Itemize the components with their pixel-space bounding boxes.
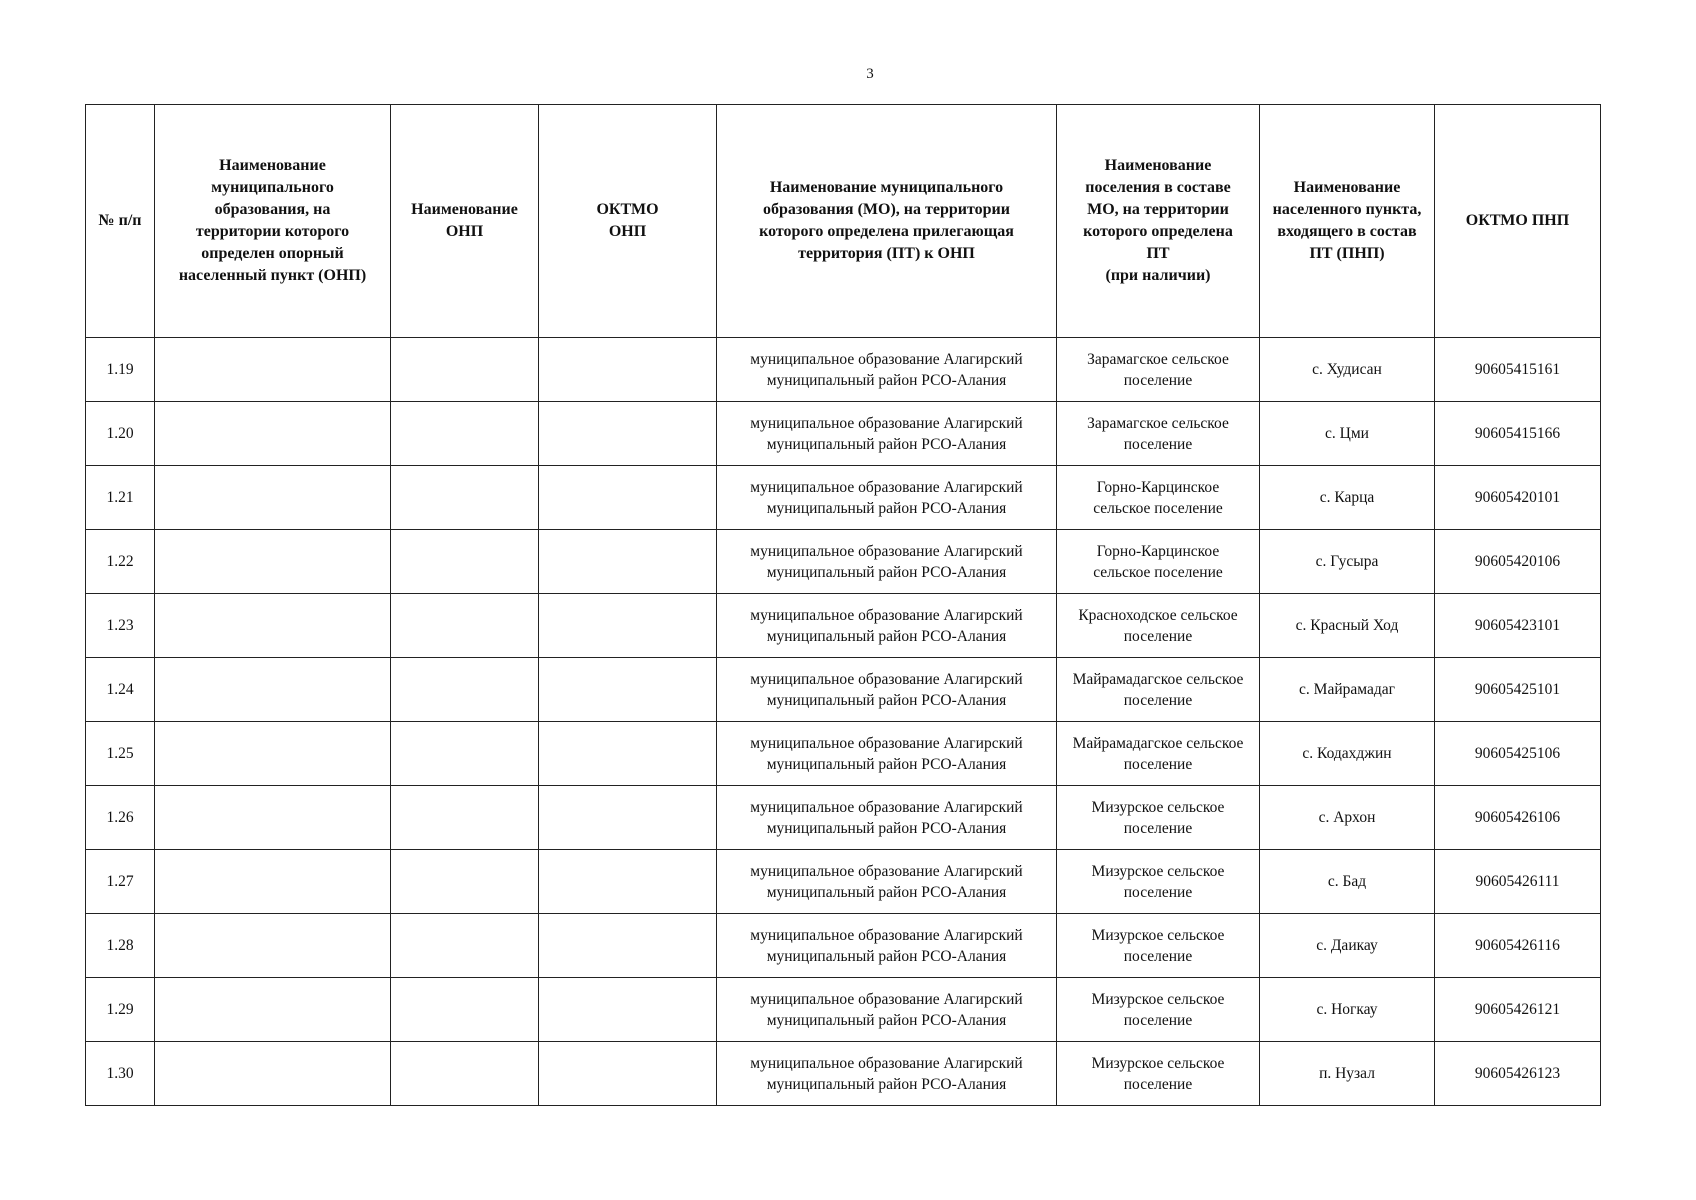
table-row xyxy=(86,530,1601,594)
table-row xyxy=(86,402,1601,466)
cell-settlement: Мизурское сельское поселение xyxy=(1057,850,1260,914)
cell-oktmo-pnp: 90605423101 xyxy=(1435,594,1601,658)
cell-oktmo-onp xyxy=(539,914,717,978)
cell-pnp-name: п. Нузал xyxy=(1260,1042,1435,1106)
cell-oktmo-pnp: 90605415161 xyxy=(1435,338,1601,402)
cell-mo-onp xyxy=(155,658,391,722)
header-onp-name: Наименование ОНП xyxy=(391,105,539,338)
cell-number: 1.22 xyxy=(86,530,155,594)
cell-pnp-name: с. Майрамадаг xyxy=(1260,658,1435,722)
cell-mo-pt: муниципальное образование Алагирский муниципальный район РСО-Алания xyxy=(717,466,1057,530)
cell-oktmo-pnp: 90605415166 xyxy=(1435,402,1601,466)
cell-onp-name xyxy=(391,786,539,850)
cell-oktmo-onp xyxy=(539,402,717,466)
cell-oktmo-onp xyxy=(539,530,717,594)
cell-oktmo-onp xyxy=(539,466,717,530)
cell-mo-pt: муниципальное образование Алагирский муниципальный район РСО-Алания xyxy=(717,530,1057,594)
cell-oktmo-pnp: 90605426123 xyxy=(1435,1042,1601,1106)
cell-settlement: Зарамагское сельское поселение xyxy=(1057,402,1260,466)
cell-number: 1.25 xyxy=(86,722,155,786)
cell-oktmo-onp xyxy=(539,594,717,658)
cell-pnp-name: с. Худисан xyxy=(1260,338,1435,402)
cell-mo-onp xyxy=(155,530,391,594)
table-row xyxy=(86,722,1601,786)
cell-mo-pt: муниципальное образование Алагирский муниципальный район РСО-Алания xyxy=(717,978,1057,1042)
cell-onp-name xyxy=(391,338,539,402)
cell-onp-name xyxy=(391,1042,539,1106)
table-body xyxy=(86,338,1601,1106)
cell-mo-onp xyxy=(155,786,391,850)
table-row xyxy=(86,914,1601,978)
cell-pnp-name: с. Красный Ход xyxy=(1260,594,1435,658)
cell-number: 1.23 xyxy=(86,594,155,658)
header-row xyxy=(86,105,1601,338)
cell-pnp-name: с. Гусыра xyxy=(1260,530,1435,594)
table-row xyxy=(86,850,1601,914)
cell-oktmo-pnp: 90605426116 xyxy=(1435,914,1601,978)
cell-oktmo-onp xyxy=(539,1042,717,1106)
table-row xyxy=(86,594,1601,658)
header-settlement: Наименование поселения в составе МО, на территории которого определена ПТ (при наличии) xyxy=(1057,105,1260,338)
cell-mo-onp xyxy=(155,1042,391,1106)
cell-number: 1.29 xyxy=(86,978,155,1042)
cell-settlement: Мизурское сельское поселение xyxy=(1057,1042,1260,1106)
cell-mo-onp xyxy=(155,914,391,978)
cell-pnp-name: с. Архон xyxy=(1260,786,1435,850)
cell-mo-pt: муниципальное образование Алагирский муниципальный район РСО-Алания xyxy=(717,402,1057,466)
cell-oktmo-onp xyxy=(539,978,717,1042)
cell-onp-name xyxy=(391,530,539,594)
cell-mo-pt: муниципальное образование Алагирский муниципальный район РСО-Алания xyxy=(717,914,1057,978)
cell-mo-pt: муниципальное образование Алагирский муниципальный район РСО-Алания xyxy=(717,786,1057,850)
cell-mo-onp xyxy=(155,338,391,402)
cell-settlement: Зарамагское сельское поселение xyxy=(1057,338,1260,402)
cell-mo-onp xyxy=(155,594,391,658)
cell-settlement: Майрамадагское сельское поселение xyxy=(1057,658,1260,722)
cell-mo-pt: муниципальное образование Алагирский муниципальный район РСО-Алания xyxy=(717,658,1057,722)
header-pnp-name: Наименование населенного пункта, входящего в состав ПТ (ПНП) xyxy=(1260,105,1435,338)
cell-onp-name xyxy=(391,722,539,786)
cell-number: 1.21 xyxy=(86,466,155,530)
cell-mo-pt: муниципальное образование Алагирский муниципальный район РСО-Алания xyxy=(717,338,1057,402)
cell-onp-name xyxy=(391,658,539,722)
cell-pnp-name: с. Карца xyxy=(1260,466,1435,530)
cell-mo-onp xyxy=(155,466,391,530)
cell-oktmo-pnp: 90605426121 xyxy=(1435,978,1601,1042)
cell-oktmo-pnp: 90605420106 xyxy=(1435,530,1601,594)
cell-settlement: Горно-Карцинское сельское поселение xyxy=(1057,466,1260,530)
cell-pnp-name: с. Кодахджин xyxy=(1260,722,1435,786)
cell-pnp-name: с. Ногкау xyxy=(1260,978,1435,1042)
cell-settlement: Мизурское сельское поселение xyxy=(1057,786,1260,850)
cell-pnp-name: с. Цми xyxy=(1260,402,1435,466)
page-number: 3 xyxy=(866,66,874,82)
cell-oktmo-pnp: 90605425106 xyxy=(1435,722,1601,786)
cell-number: 1.27 xyxy=(86,850,155,914)
cell-oktmo-onp xyxy=(539,786,717,850)
cell-mo-pt: муниципальное образование Алагирский муниципальный район РСО-Алания xyxy=(717,850,1057,914)
table-row xyxy=(86,658,1601,722)
cell-number: 1.24 xyxy=(86,658,155,722)
header-oktmo-pnp: ОКТМО ПНП xyxy=(1435,105,1601,338)
cell-onp-name xyxy=(391,914,539,978)
cell-settlement: Горно-Карцинское сельское поселение xyxy=(1057,530,1260,594)
cell-mo-onp xyxy=(155,978,391,1042)
cell-oktmo-onp xyxy=(539,722,717,786)
settlements-table xyxy=(85,104,1601,1106)
table-row xyxy=(86,338,1601,402)
cell-settlement: Мизурское сельское поселение xyxy=(1057,978,1260,1042)
cell-oktmo-onp xyxy=(539,338,717,402)
cell-onp-name xyxy=(391,850,539,914)
cell-mo-onp xyxy=(155,850,391,914)
cell-number: 1.20 xyxy=(86,402,155,466)
cell-settlement: Красноходское сельское поселение xyxy=(1057,594,1260,658)
header-number: № п/п xyxy=(86,105,155,338)
cell-onp-name xyxy=(391,978,539,1042)
cell-onp-name xyxy=(391,594,539,658)
cell-number: 1.30 xyxy=(86,1042,155,1106)
cell-oktmo-onp xyxy=(539,850,717,914)
table-row xyxy=(86,466,1601,530)
table-row xyxy=(86,978,1601,1042)
header-oktmo-onp: ОКТМО ОНП xyxy=(539,105,717,338)
cell-oktmo-pnp: 90605426111 xyxy=(1435,850,1601,914)
cell-oktmo-pnp: 90605420101 xyxy=(1435,466,1601,530)
cell-mo-pt: муниципальное образование Алагирский муниципальный район РСО-Алания xyxy=(717,722,1057,786)
cell-oktmo-onp xyxy=(539,658,717,722)
cell-oktmo-pnp: 90605425101 xyxy=(1435,658,1601,722)
cell-number: 1.26 xyxy=(86,786,155,850)
cell-number: 1.19 xyxy=(86,338,155,402)
header-mo-pt: Наименование муниципального образования (МО), на территории которого определена прилегающая территория (ПТ) к ОНП xyxy=(717,105,1057,338)
cell-mo-onp xyxy=(155,402,391,466)
cell-onp-name xyxy=(391,466,539,530)
header-mo-onp: Наименование муниципального образования, на территории которого определен опорный населенный пункт (ОНП) xyxy=(155,105,391,338)
cell-pnp-name: с. Бад xyxy=(1260,850,1435,914)
cell-oktmo-pnp: 90605426106 xyxy=(1435,786,1601,850)
cell-pnp-name: с. Даикау xyxy=(1260,914,1435,978)
cell-mo-onp xyxy=(155,722,391,786)
cell-onp-name xyxy=(391,402,539,466)
cell-number: 1.28 xyxy=(86,914,155,978)
cell-settlement: Майрамадагское сельское поселение xyxy=(1057,722,1260,786)
table-header xyxy=(86,105,1601,338)
table-row xyxy=(86,1042,1601,1106)
table-row xyxy=(86,786,1601,850)
cell-mo-pt: муниципальное образование Алагирский муниципальный район РСО-Алания xyxy=(717,1042,1057,1106)
cell-settlement: Мизурское сельское поселение xyxy=(1057,914,1260,978)
cell-mo-pt: муниципальное образование Алагирский муниципальный район РСО-Алания xyxy=(717,594,1057,658)
